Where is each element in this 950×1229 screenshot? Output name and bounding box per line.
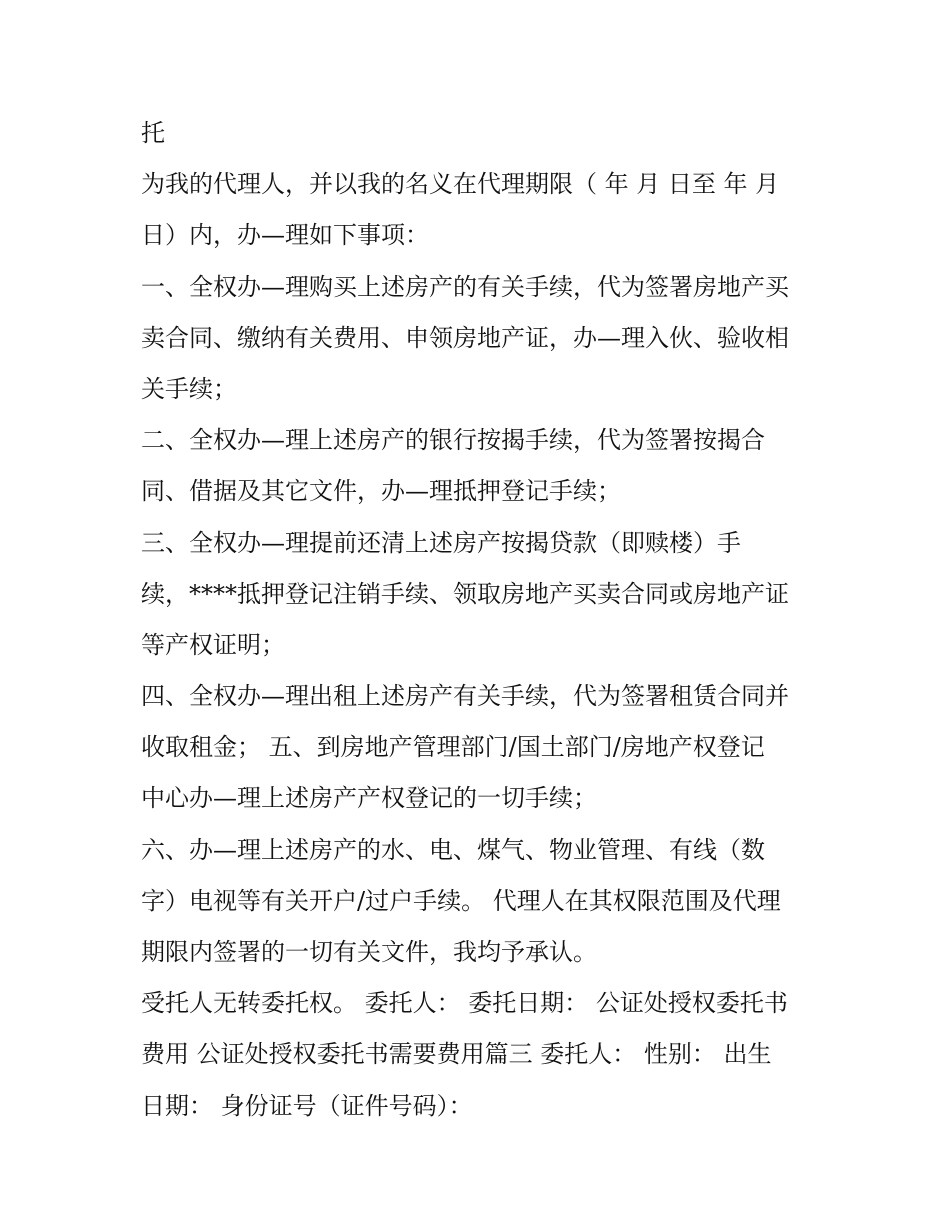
text-line: 三、全权办—理提前还清上述房产按揭贷款（即赎楼）手 xyxy=(141,528,741,557)
text-line: 费用 公证处授权委托书需要费用篇三 委托人： 性别： 出生 xyxy=(141,1040,772,1069)
text-line: 为我的代理人，并以我的名义在代理期限（ 年 月 日至 年 月 xyxy=(141,170,780,199)
text-line: 同、借据及其它文件，办—理抵押登记手续； xyxy=(141,477,621,506)
text-line: 二、全权办—理上述房产的银行按揭手续，代为签署按揭合 xyxy=(141,426,765,455)
text-line: 期限内签署的一切有关文件，我均予承认。 xyxy=(141,938,597,966)
text-line: 日期： 身份证号（证件号码）： xyxy=(141,1091,473,1120)
document-body xyxy=(141,108,821,1132)
text-line: 关手续； xyxy=(141,374,237,403)
text-line: 字）电视等有关开户/过户手续。 代理人在其权限范围及代理 xyxy=(141,886,781,915)
text-line: 等产权证明； xyxy=(141,630,285,659)
text-line: 一、全权办—理购买上述房产的有关手续，代为签署房地产买 xyxy=(141,272,789,301)
text-line: 中心办—理上述房产产权登记的一切手续； xyxy=(141,784,597,813)
text-line: 六、办—理上述房产的水、电、煤气、物业管理、有线（数 xyxy=(141,835,765,864)
text-line: 卖合同、缴纳有关费用、申领房地产证，办—理入伙、验收相 xyxy=(141,323,789,352)
text-line: 受托人无转委托权。 委托人： 委托日期： 公证处授权委托书 xyxy=(141,989,788,1018)
text-line: 收取租金； 五、到房地产管理部门/国土部门/房地产权登记 xyxy=(141,733,765,762)
text-line: 四、全权办—理出租上述房产有关手续，代为签署租赁合同并 xyxy=(141,682,789,711)
text-line: 托 xyxy=(141,119,165,147)
text-line: 日）内，办—理如下事项： xyxy=(141,221,429,250)
text-line: 续，****抵押登记注销手续、领取房地产买卖合同或房地产证 xyxy=(141,579,789,608)
